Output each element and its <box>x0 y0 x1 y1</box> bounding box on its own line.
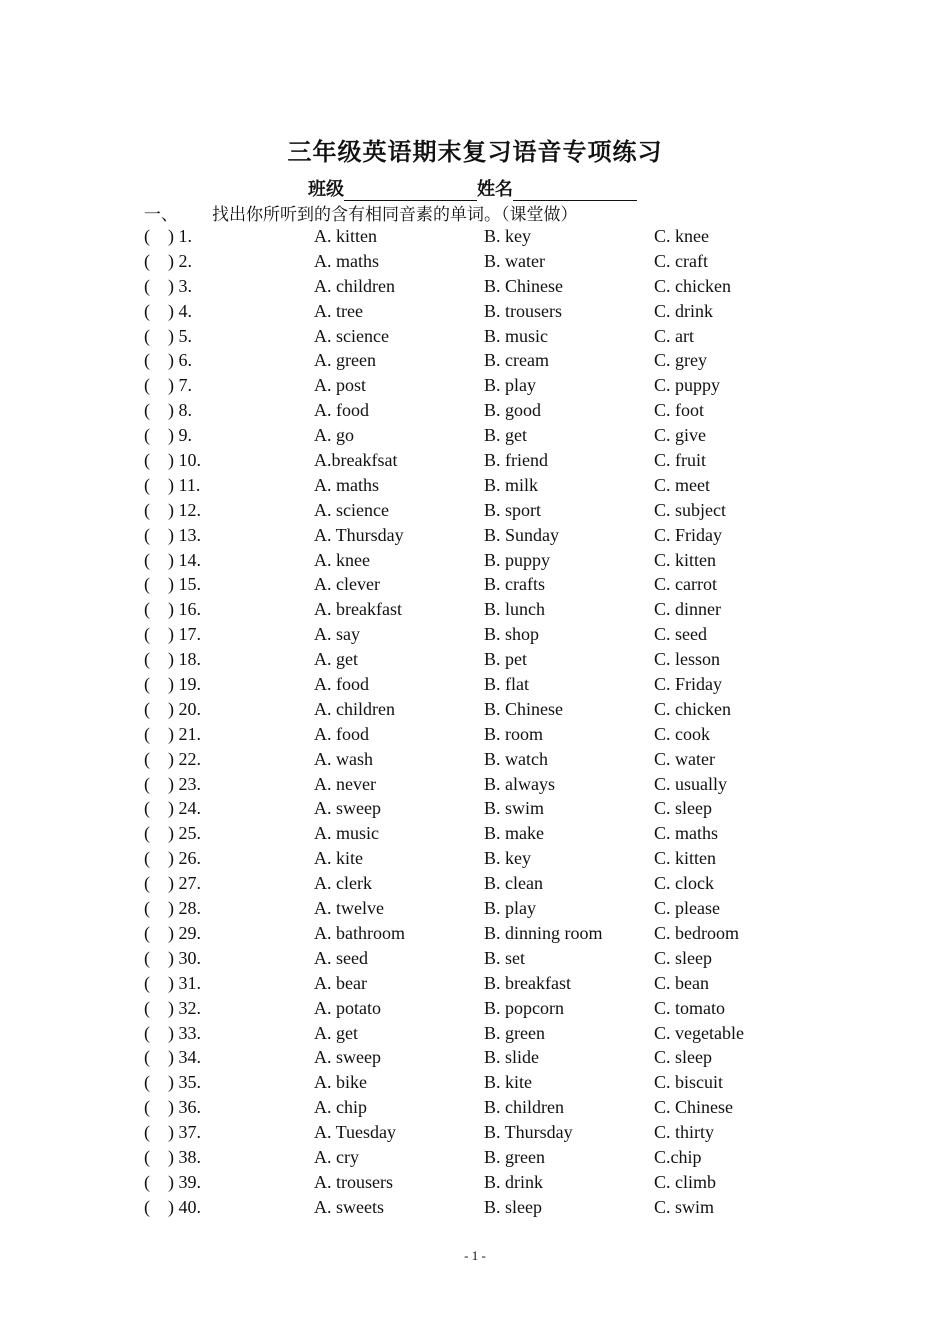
answer-blank[interactable]: ( ) 35. <box>144 1072 201 1093</box>
option-c[interactable]: C. vegetable <box>654 1022 744 1043</box>
question-number: 37. <box>178 1122 201 1143</box>
option-b[interactable]: B. cream <box>484 350 549 371</box>
option-b[interactable]: B. make <box>484 823 544 844</box>
answer-blank[interactable]: ( ) 34. <box>144 1047 201 1068</box>
option-a[interactable]: A. Tuesday <box>314 1122 397 1143</box>
question-row <box>144 697 844 722</box>
question-list <box>144 224 844 1220</box>
question-number: 12. <box>178 499 201 520</box>
question-number: 2. <box>178 250 192 271</box>
option-b[interactable]: B. dinning room <box>484 922 603 943</box>
option-b[interactable]: B. room <box>484 723 544 744</box>
option-c[interactable]: C. cook <box>654 723 710 744</box>
question-row <box>144 473 844 498</box>
question-number: 23. <box>178 773 201 794</box>
question-number: 17. <box>178 624 201 645</box>
option-b[interactable]: B. breakfast <box>484 972 571 993</box>
question-number: 22. <box>178 748 201 769</box>
answer-blank[interactable]: ( ) 28. <box>144 898 201 919</box>
option-c[interactable]: C. puppy <box>654 375 721 396</box>
question-row <box>144 1021 844 1046</box>
option-c[interactable]: C. Chinese <box>654 1097 733 1118</box>
page-title: 三年级英语期末复习语音专项练习 <box>287 138 663 166</box>
question-number: 29. <box>178 922 201 943</box>
answer-blank[interactable]: ( ) 9. <box>144 425 192 446</box>
class-blank[interactable] <box>344 182 477 201</box>
option-c[interactable]: C. grey <box>654 350 707 371</box>
question-number: 24. <box>178 798 201 819</box>
question-row <box>144 821 844 846</box>
option-a[interactable]: A. seed <box>314 947 368 968</box>
section-number: 一、 <box>144 205 178 225</box>
option-a[interactable]: A. maths <box>314 474 379 495</box>
option-a[interactable]: A. food <box>314 723 369 744</box>
option-b[interactable]: B. green <box>484 1146 545 1167</box>
question-number: 7. <box>178 375 192 396</box>
option-b[interactable]: B. sport <box>484 499 542 520</box>
question-row <box>144 647 844 672</box>
question-row <box>144 921 844 946</box>
option-c[interactable]: C. swim <box>654 1196 715 1217</box>
option-c[interactable]: C. craft <box>654 250 708 271</box>
question-row <box>144 722 844 747</box>
answer-blank[interactable]: ( ) 12. <box>144 499 201 520</box>
option-b[interactable]: B. puppy <box>484 549 551 570</box>
question-number: 5. <box>178 325 192 346</box>
option-a[interactable]: A.breakfsat <box>314 450 398 471</box>
option-b[interactable]: B. key <box>484 848 531 869</box>
option-c[interactable]: C. clock <box>654 873 714 894</box>
answer-blank[interactable]: ( ) 2. <box>144 250 192 271</box>
option-a[interactable]: A. maths <box>314 250 379 271</box>
option-b[interactable]: B. play <box>484 898 536 919</box>
option-a[interactable]: A. sweep <box>314 1047 381 1068</box>
question-number: 21. <box>178 723 201 744</box>
answer-blank[interactable]: ( ) 33. <box>144 1022 201 1043</box>
question-number: 10. <box>178 450 201 471</box>
question-number: 6. <box>178 350 192 371</box>
option-a[interactable]: A. knee <box>314 549 370 570</box>
question-row <box>144 1070 844 1095</box>
question-row <box>144 498 844 523</box>
answer-blank[interactable]: ( ) 6. <box>144 350 192 371</box>
question-row <box>144 796 844 821</box>
answer-blank[interactable]: ( ) 39. <box>144 1171 201 1192</box>
option-b[interactable]: B. Chinese <box>484 275 563 296</box>
option-a[interactable]: A. go <box>314 425 354 446</box>
question-number: 4. <box>178 300 192 321</box>
question-number: 11. <box>178 474 201 495</box>
option-c[interactable]: C. foot <box>654 400 705 421</box>
option-b[interactable]: B. set <box>484 947 526 968</box>
option-a[interactable]: A. children <box>314 698 395 719</box>
answer-blank[interactable]: ( ) 13. <box>144 524 201 545</box>
question-row <box>144 846 844 871</box>
option-b[interactable]: B. slide <box>484 1047 540 1068</box>
option-b[interactable]: B. trousers <box>484 300 562 321</box>
question-number: 33. <box>178 1022 201 1043</box>
option-a[interactable]: A. children <box>314 275 395 296</box>
option-c[interactable]: C. give <box>654 425 706 446</box>
option-b[interactable]: B. get <box>484 425 527 446</box>
question-row <box>144 1095 844 1120</box>
option-a[interactable]: A. music <box>314 823 379 844</box>
question-number: 28. <box>178 898 201 919</box>
option-b[interactable]: B. lunch <box>484 599 545 620</box>
option-c[interactable]: C. chicken <box>654 275 731 296</box>
question-number: 31. <box>178 972 201 993</box>
answer-blank[interactable]: ( ) 10. <box>144 450 201 471</box>
option-a[interactable]: A. tree <box>314 300 363 321</box>
option-c[interactable]: C.chip <box>654 1146 702 1167</box>
answer-blank[interactable]: ( ) 38. <box>144 1146 201 1167</box>
question-number: 20. <box>178 698 201 719</box>
option-c[interactable]: C. knee <box>654 226 709 246</box>
option-b[interactable]: B. flat <box>484 674 529 695</box>
option-b[interactable]: B. kite <box>484 1072 532 1093</box>
question-row <box>144 423 844 448</box>
question-row <box>144 1045 844 1070</box>
option-b[interactable]: B. sleep <box>484 1196 542 1217</box>
option-c[interactable]: C. tomato <box>654 997 725 1018</box>
answer-blank[interactable]: ( ) 8. <box>144 400 192 421</box>
answer-blank[interactable]: ( ) 1. <box>144 226 192 246</box>
question-row <box>144 971 844 996</box>
question-row <box>144 324 844 349</box>
question-row <box>144 1170 844 1195</box>
class-label: 班级 <box>308 179 344 200</box>
answer-blank[interactable]: ( ) 14. <box>144 549 201 570</box>
option-a[interactable]: A. clever <box>314 574 380 595</box>
question-row <box>144 1145 844 1170</box>
answer-blank[interactable]: ( ) 17. <box>144 624 201 645</box>
option-b[interactable]: B. popcorn <box>484 997 564 1018</box>
option-c[interactable]: C. sleep <box>654 947 712 968</box>
answer-blank[interactable]: ( ) 31. <box>144 972 201 993</box>
question-number: 8. <box>178 400 192 421</box>
option-c[interactable]: C. water <box>654 748 715 769</box>
answer-blank[interactable]: ( ) 4. <box>144 300 192 321</box>
option-c[interactable]: C. bean <box>654 972 709 993</box>
option-b[interactable]: B. pet <box>484 649 527 670</box>
option-a[interactable]: A. get <box>314 649 358 670</box>
question-row <box>144 1195 844 1220</box>
option-b[interactable]: B. always <box>484 773 555 794</box>
answer-blank[interactable]: ( ) 40. <box>144 1196 201 1217</box>
question-row <box>144 398 844 423</box>
answer-blank[interactable]: ( ) 29. <box>144 922 201 943</box>
question-row <box>144 896 844 921</box>
option-b[interactable]: B. children <box>484 1097 564 1118</box>
question-number: 34. <box>178 1047 201 1068</box>
option-b[interactable]: B. Thursday <box>484 1122 573 1143</box>
question-row <box>144 523 844 548</box>
option-c[interactable]: C. fruit <box>654 450 706 471</box>
question-number: 13. <box>178 524 201 545</box>
option-a[interactable]: A. science <box>314 325 389 346</box>
question-number: 38. <box>178 1146 201 1167</box>
option-b[interactable]: B. drink <box>484 1171 544 1192</box>
page-number: - 1 - <box>464 1248 486 1263</box>
answer-blank[interactable]: ( ) 23. <box>144 773 201 794</box>
option-b[interactable]: B. Chinese <box>484 698 563 719</box>
option-a[interactable]: A. green <box>314 350 376 371</box>
question-number: 40. <box>178 1196 201 1217</box>
answer-blank[interactable]: ( ) 24. <box>144 798 201 819</box>
option-a[interactable]: A. say <box>314 624 360 645</box>
student-info-row <box>308 175 637 201</box>
option-c[interactable]: C. kitten <box>654 848 716 869</box>
answer-blank[interactable]: ( ) 19. <box>144 674 201 695</box>
option-c[interactable]: C. meet <box>654 474 710 495</box>
question-row <box>144 1120 844 1145</box>
option-b[interactable]: B. play <box>484 375 536 396</box>
question-number: 3. <box>178 275 192 296</box>
option-a[interactable]: A. food <box>314 674 369 695</box>
option-a[interactable]: A. cry <box>314 1146 359 1167</box>
option-b[interactable]: B. Sunday <box>484 524 560 545</box>
question-row <box>144 597 844 622</box>
answer-blank[interactable]: ( ) 11. <box>144 474 201 495</box>
option-b[interactable]: B. shop <box>484 624 540 645</box>
question-number: 1. <box>178 226 192 246</box>
answer-blank[interactable]: ( ) 22. <box>144 748 201 769</box>
section-instruction: 找出你所听到的含有相同音素的单词。（课堂做） <box>212 205 578 225</box>
question-row <box>144 572 844 597</box>
option-a[interactable]: A. wash <box>314 748 373 769</box>
option-a[interactable]: A. get <box>314 1022 358 1043</box>
answer-blank[interactable]: ( ) 26. <box>144 848 201 869</box>
option-a[interactable]: A. Thursday <box>314 524 404 545</box>
option-a[interactable]: A. bike <box>314 1072 367 1093</box>
option-c[interactable]: C. dinner <box>654 599 721 620</box>
option-c[interactable]: C. chicken <box>654 698 731 719</box>
answer-blank[interactable]: ( ) 3. <box>144 275 192 296</box>
question-row <box>144 274 844 299</box>
option-a[interactable]: A. sweep <box>314 798 381 819</box>
question-number: 14. <box>178 549 201 570</box>
question-row <box>144 946 844 971</box>
option-a[interactable]: A. twelve <box>314 898 384 919</box>
answer-blank[interactable]: ( ) 36. <box>144 1097 201 1118</box>
answer-blank[interactable]: ( ) 32. <box>144 997 201 1018</box>
answer-blank[interactable]: ( ) 20. <box>144 698 201 719</box>
option-b[interactable]: B. music <box>484 325 549 346</box>
option-a[interactable]: A. trousers <box>314 1171 393 1192</box>
option-c[interactable]: C. subject <box>654 499 726 520</box>
option-c[interactable]: C. climb <box>654 1171 716 1192</box>
option-c[interactable]: C. art <box>654 325 694 346</box>
option-a[interactable]: A. bathroom <box>314 922 405 943</box>
section-heading <box>144 200 578 225</box>
name-label: 姓名 <box>477 179 513 200</box>
question-number: 19. <box>178 674 201 695</box>
answer-blank[interactable]: ( ) 18. <box>144 649 201 670</box>
option-a[interactable]: A. sweets <box>314 1196 384 1217</box>
question-number: 32. <box>178 997 201 1018</box>
option-c[interactable]: C. seed <box>654 624 707 645</box>
option-a[interactable]: A. food <box>314 400 369 421</box>
option-b[interactable]: B. water <box>484 250 545 271</box>
option-c[interactable]: C. thirty <box>654 1122 715 1143</box>
question-number: 36. <box>178 1097 201 1118</box>
option-c[interactable]: C. lesson <box>654 649 721 670</box>
option-c[interactable]: C. usually <box>654 773 728 794</box>
answer-blank[interactable]: ( ) 37. <box>144 1122 201 1143</box>
question-number: 35. <box>178 1072 201 1093</box>
question-number: 16. <box>178 599 201 620</box>
option-b[interactable]: B. good <box>484 400 542 421</box>
answer-blank[interactable]: ( ) 15. <box>144 574 201 595</box>
question-row <box>144 747 844 772</box>
option-c[interactable]: C. bedroom <box>654 922 739 943</box>
answer-blank[interactable]: ( ) 16. <box>144 599 201 620</box>
answer-blank[interactable]: ( ) 27. <box>144 873 201 894</box>
option-a[interactable]: A. kite <box>314 848 363 869</box>
option-b[interactable]: B. watch <box>484 748 548 769</box>
answer-blank[interactable]: ( ) 7. <box>144 375 192 396</box>
question-number: 25. <box>178 823 201 844</box>
answer-blank[interactable]: ( ) 5. <box>144 325 192 346</box>
option-c[interactable]: C. sleep <box>654 1047 712 1068</box>
option-c[interactable]: C. carrot <box>654 574 717 595</box>
question-number: 39. <box>178 1171 201 1192</box>
question-row <box>144 871 844 896</box>
question-number: 26. <box>178 848 201 869</box>
option-b[interactable]: B. green <box>484 1022 545 1043</box>
option-c[interactable]: C. Friday <box>654 524 723 545</box>
question-row <box>144 224 844 249</box>
question-row <box>144 672 844 697</box>
option-a[interactable]: A. breakfast <box>314 599 402 620</box>
option-a[interactable]: A. chip <box>314 1097 367 1118</box>
question-row <box>144 348 844 373</box>
option-b[interactable]: B. clean <box>484 873 543 894</box>
option-a[interactable]: A. bear <box>314 972 367 993</box>
option-c[interactable]: C. maths <box>654 823 719 844</box>
option-c[interactable]: C. drink <box>654 300 714 321</box>
question-row <box>144 996 844 1021</box>
option-a[interactable]: A. science <box>314 499 389 520</box>
question-row <box>144 622 844 647</box>
option-b[interactable]: B. crafts <box>484 574 545 595</box>
name-blank[interactable] <box>513 182 637 201</box>
answer-blank[interactable]: ( ) 21. <box>144 723 201 744</box>
option-b[interactable]: B. key <box>484 226 531 246</box>
question-row <box>144 299 844 324</box>
question-row <box>144 448 844 473</box>
option-a[interactable]: A. post <box>314 375 367 396</box>
question-number: 30. <box>178 947 201 968</box>
option-a[interactable]: A. never <box>314 773 376 794</box>
option-b[interactable]: B. swim <box>484 798 545 819</box>
question-row <box>144 249 844 274</box>
question-row <box>144 548 844 573</box>
option-c[interactable]: C. sleep <box>654 798 712 819</box>
question-row <box>144 772 844 797</box>
option-a[interactable]: A. clerk <box>314 873 372 894</box>
option-b[interactable]: B. milk <box>484 474 539 495</box>
option-b[interactable]: B. friend <box>484 450 548 471</box>
option-c[interactable]: C. biscuit <box>654 1072 724 1093</box>
question-number: 9. <box>178 425 192 446</box>
question-number: 27. <box>178 873 201 894</box>
option-a[interactable]: A. potato <box>314 997 381 1018</box>
question-row <box>144 373 844 398</box>
answer-blank[interactable]: ( ) 30. <box>144 947 201 968</box>
option-c[interactable]: C. Friday <box>654 674 723 695</box>
option-a[interactable]: A. kitten <box>314 226 377 246</box>
option-c[interactable]: C. please <box>654 898 720 919</box>
question-number: 15. <box>178 574 201 595</box>
option-c[interactable]: C. kitten <box>654 549 716 570</box>
question-number: 18. <box>178 649 201 670</box>
answer-blank[interactable]: ( ) 25. <box>144 823 201 844</box>
